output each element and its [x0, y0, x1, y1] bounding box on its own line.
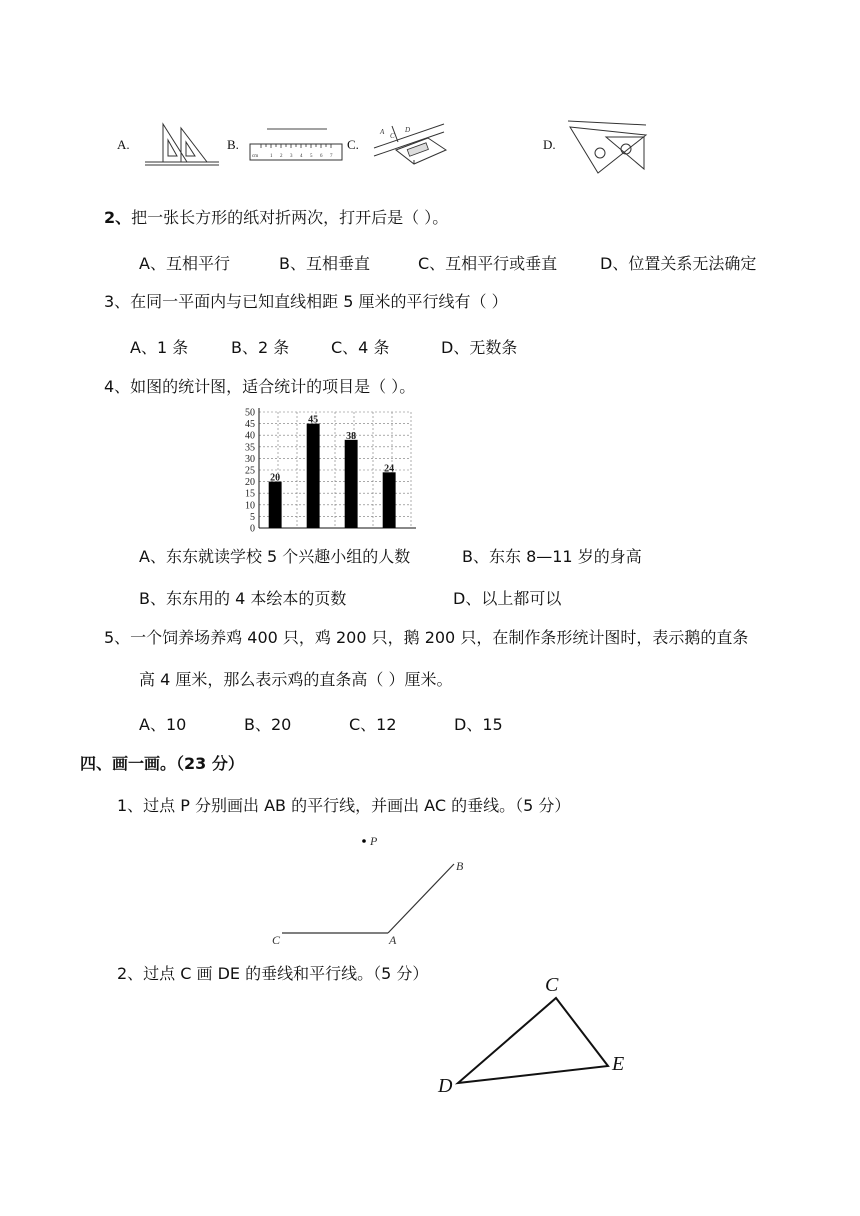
- drawing-question-2-text: 2、过点 C 画 DE 的垂线和平行线。（5 分）: [117, 964, 429, 983]
- q4-option-d: D、以上都可以: [453, 589, 562, 608]
- bar-chart: [226, 404, 422, 534]
- y-tick-label: 30: [245, 453, 255, 465]
- y-tick-label: 25: [245, 465, 255, 477]
- y-tick-label: 10: [245, 500, 255, 512]
- q3-option-c: C、4 条: [331, 338, 390, 357]
- bar: [383, 472, 396, 528]
- c-tool-label: A: [380, 128, 385, 136]
- q5-option-c: C、12: [349, 715, 397, 734]
- q2-option-b: B、互相垂直: [279, 254, 370, 273]
- y-tick-label: 15: [245, 488, 255, 500]
- point-e-label: E: [612, 1053, 625, 1075]
- bar-data-label: 38: [346, 430, 357, 442]
- question-5-line-1: 5、一个饲养场养鸡 400 只，鸡 200 只，鹅 200 只，在制作条形统计图时，表示鹅的直条: [104, 628, 749, 647]
- y-tick-label: 35: [245, 442, 255, 454]
- ruler-tick-label: 6: [320, 154, 323, 159]
- ruler-tick-label: 2: [280, 154, 283, 159]
- point-p-label: P: [370, 834, 378, 848]
- option-b-ruler-figure: [249, 126, 344, 162]
- point-p: [362, 839, 366, 843]
- question-2: [104, 208, 448, 228]
- bar: [345, 440, 358, 528]
- option-a-triangle-rulers-figure: [143, 120, 221, 166]
- c-tool-label: D: [405, 126, 411, 134]
- option-c-parallel-tool-figure: [368, 120, 448, 166]
- point-b-label: B: [456, 859, 464, 873]
- ruler-tick-label: cm: [252, 154, 259, 159]
- q3-option-b: B、2 条: [231, 338, 290, 357]
- y-tick-label: 50: [245, 407, 255, 419]
- option-d-label: D.: [543, 137, 556, 152]
- q2-option-a: A、互相平行: [139, 254, 230, 273]
- ruler-tick-label: 4: [300, 154, 303, 159]
- ruler-tick-label: 5: [310, 154, 313, 159]
- point-a-label: A: [389, 933, 397, 947]
- ruler-tick-label: 1: [270, 154, 273, 159]
- y-tick-label: 5: [250, 511, 255, 523]
- q5-option-a: A、10: [139, 715, 187, 734]
- q4-option-b: B、东东 8—11 岁的身高: [462, 547, 642, 566]
- q3-option-d: D、无数条: [441, 338, 518, 357]
- section-4-heading: 四、画一画。（23 分）: [80, 754, 244, 773]
- option-d-set-squares-figure: [566, 119, 650, 175]
- question-5-line-2: 高 4 厘米，那么表示鸡的直条高（ ）厘米。: [139, 670, 453, 689]
- point-d-label: D: [438, 1075, 453, 1097]
- question-4-text: 4、如图的统计图，适合统计的项目是（ ）。: [104, 377, 416, 396]
- point-c-label: C: [545, 974, 559, 996]
- segment-ab: [388, 864, 454, 933]
- q2-option-d: D、位置关系无法确定: [600, 254, 757, 273]
- q4-option-a: A、东东就读学校 5 个兴趣小组的人数: [139, 547, 411, 566]
- y-tick-label: 20: [245, 477, 255, 489]
- option-a-label: A.: [117, 137, 130, 152]
- drawing-question-1-text: 1、过点 P 分别画出 AB 的平行线，并画出 AC 的垂线。（5 分）: [117, 796, 571, 815]
- point-c-label: C: [272, 933, 281, 947]
- q5-option-b: B、20: [244, 715, 292, 734]
- q4-option-c: B、东东用的 4 本绘本的页数: [139, 589, 347, 608]
- triangle-figure-cde: [430, 966, 640, 1100]
- question-2-text: 把一张长方形的纸对折两次，打开后是（ ）。: [131, 208, 449, 227]
- bar: [307, 424, 320, 528]
- y-tick-label: 0: [250, 523, 255, 534]
- bar-data-label: 45: [308, 414, 319, 426]
- question-3-text: 3、在同一平面内与已知直线相距 5 厘米的平行线有（ ）: [104, 292, 508, 311]
- angle-figure-p-abc: [262, 826, 482, 952]
- option-c-label: C.: [347, 137, 359, 152]
- y-tick-label: 40: [245, 430, 255, 442]
- q3-option-a: A、1 条: [130, 338, 189, 357]
- option-b-label: B.: [227, 137, 239, 152]
- q5-option-d: D、15: [454, 715, 503, 734]
- y-tick-label: 45: [245, 419, 255, 431]
- bar-data-label: 24: [384, 463, 395, 475]
- question-2-number: 2、: [104, 208, 132, 227]
- q2-option-c: C、互相平行或垂直: [418, 254, 558, 273]
- bar: [269, 482, 282, 528]
- ruler-tick-label: 3: [290, 154, 293, 159]
- triangle-cde: [458, 998, 608, 1083]
- bar-data-label: 20: [270, 472, 281, 484]
- ruler-tick-label: 7: [330, 154, 333, 159]
- c-tool-label: C: [390, 132, 395, 140]
